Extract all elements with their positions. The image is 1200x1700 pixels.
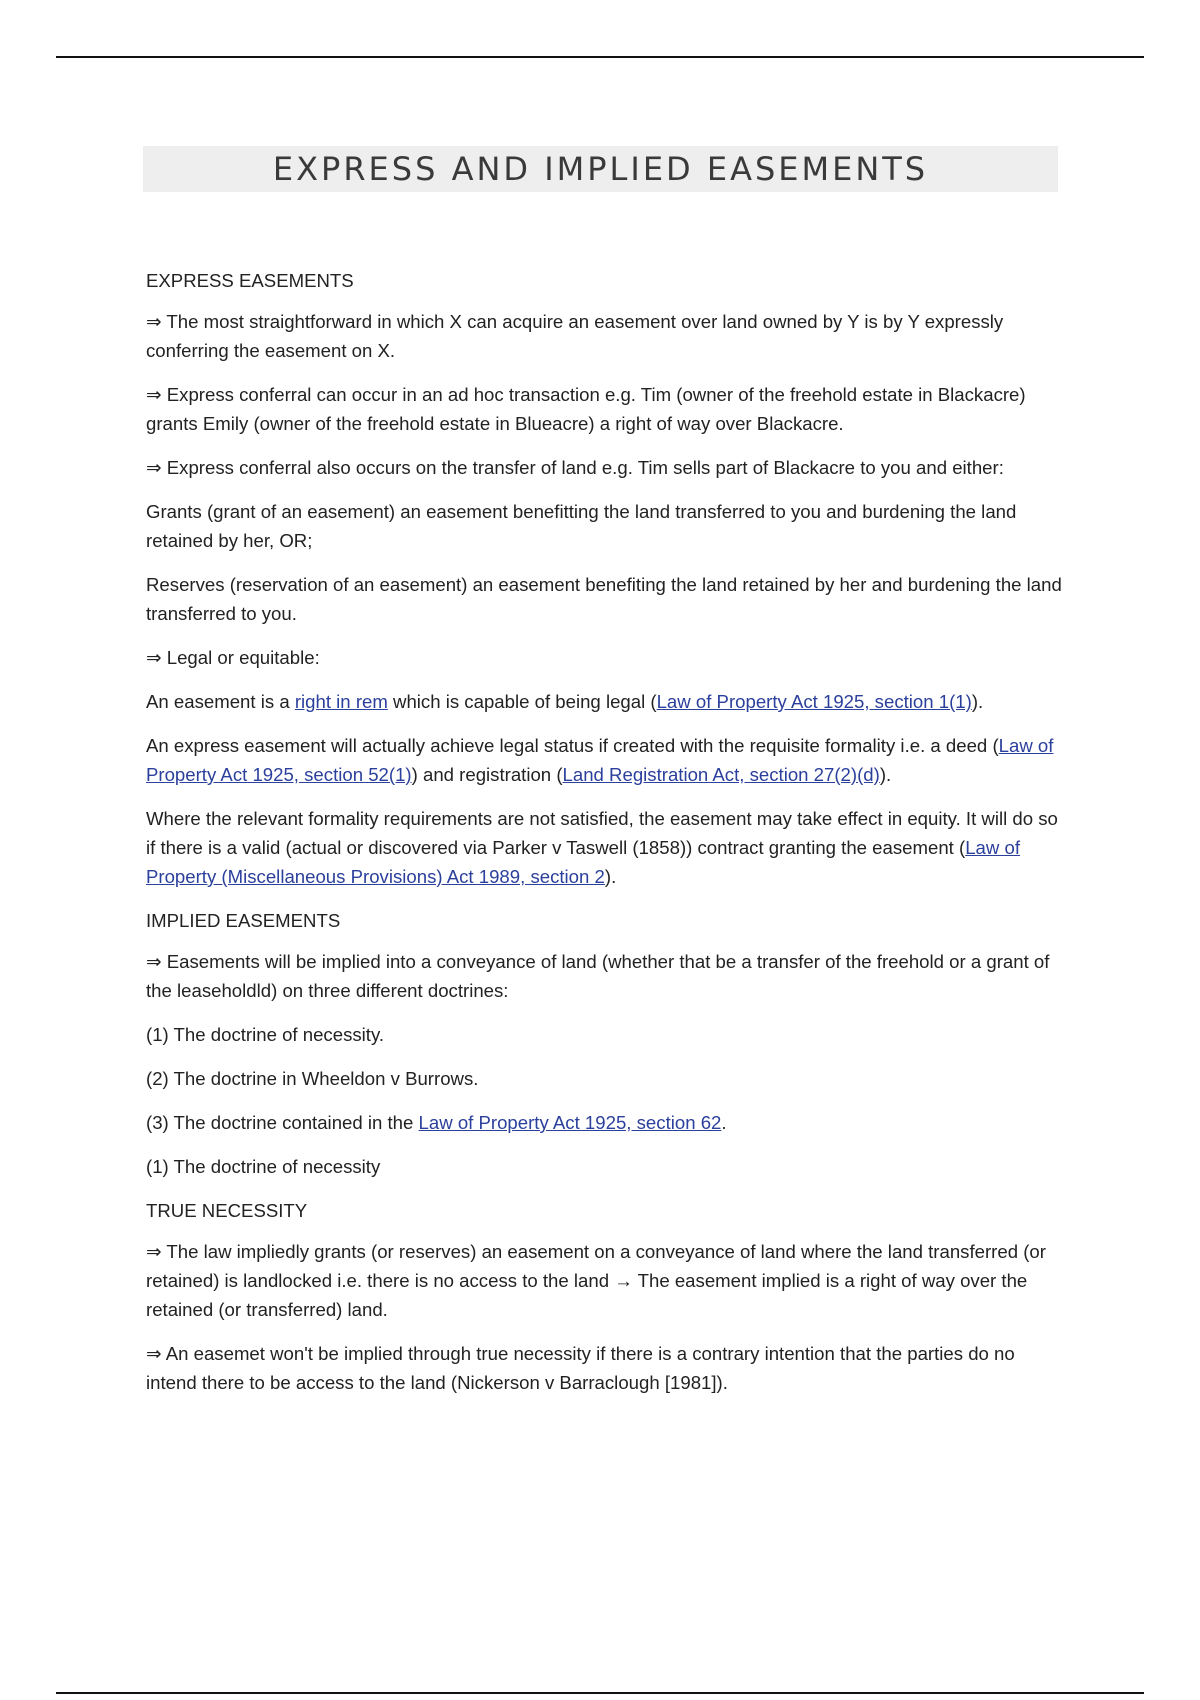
paragraph	[146, 643, 1066, 672]
text-run: (1) The doctrine of necessity.	[146, 1024, 385, 1045]
text-run: ).	[971, 691, 984, 712]
paragraph	[146, 307, 1066, 365]
text-run: ⇒ Express conferral can occur in an ad hoc transaction e.g. Tim (owner of the freehold estate in Blackacre) grants Emily (owner of the freehold estate in Blueacre) a right of way over Blackacre.	[146, 384, 1026, 434]
paragraph	[146, 731, 1066, 789]
document-body	[146, 266, 1066, 1412]
text-run: ⇒ The most straightforward in which X can acquire an easement over land owned by Y is by Y expressly conferring the easement on X.	[146, 311, 1004, 361]
text-run: IMPLIED EASEMENTS	[146, 910, 341, 931]
paragraph	[146, 497, 1066, 555]
text-run: Grants (grant of an easement) an easement benefitting the land transferred to you and burdening the land retained by her, OR;	[146, 501, 1017, 551]
text-run: An express easement will actually achieve legal status if created with the requisite formality i.e. a deed (	[146, 735, 999, 756]
text-run: Where the relevant formality requirements are not satisfied, the easement may take effect in equity. It will do so if there is a valid (actual or discovered via Parker v Taswell (1858)) contract granting the easement (	[146, 808, 1058, 858]
link-lpa-1925-s62[interactable]: Law of Property Act 1925, section 62	[418, 1112, 722, 1133]
paragraph	[146, 1108, 1066, 1137]
text-run: ).	[879, 764, 892, 785]
paragraph	[146, 947, 1066, 1005]
text-run: An easement is a	[146, 691, 295, 712]
paragraph	[146, 380, 1066, 438]
text-run: EXPRESS EASEMENTS	[146, 270, 354, 291]
text-run: ⇒ The law impliedly grants (or reserves) an easement on a conveyance of land where the land transferred (or retained) is landlocked i.e. there is no access to the land → The easement implied is a right of way over the retained (or transferred) land.	[146, 1241, 1046, 1320]
paragraph	[146, 687, 1066, 716]
paragraph	[146, 1237, 1066, 1324]
title-banner	[143, 146, 1058, 192]
text-run: (2) The doctrine in Wheeldon v Burrows.	[146, 1068, 479, 1089]
paragraph	[146, 1020, 1066, 1049]
text-run: ⇒ Legal or equitable:	[146, 647, 320, 668]
paragraph	[146, 1339, 1066, 1397]
link-lra-s27-2-d[interactable]: Land Registration Act, section 27(2)(d)	[562, 764, 880, 785]
text-run: ⇒ An easemet won't be implied through true necessity if there is a contrary intention that the parties do no intend there to be access to the land (Nickerson v Barraclough [1981]).	[146, 1343, 1015, 1393]
text-run: ).	[604, 866, 617, 887]
bottom-rule	[56, 1692, 1144, 1694]
text-run: .	[721, 1112, 727, 1133]
paragraph	[146, 1152, 1066, 1181]
text-run: ⇒ Express conferral also occurs on the transfer of land e.g. Tim sells part of Blackacre to you and either:	[146, 457, 1004, 478]
text-run: (1) The doctrine of necessity	[146, 1156, 381, 1177]
text-run: ⇒ Easements will be implied into a conveyance of land (whether that be a transfer of the freehold or a grant of the leaseholdld) on three different doctrines:	[146, 951, 1050, 1001]
link-right-in-rem[interactable]: right in rem	[294, 691, 388, 712]
paragraph	[146, 453, 1066, 482]
paragraph	[146, 1064, 1066, 1093]
heading-true-necessity	[146, 1196, 1066, 1225]
text-run: ) and registration (	[411, 764, 563, 785]
text-run: (3) The doctrine contained in the	[146, 1112, 419, 1133]
paragraph	[146, 804, 1066, 891]
text-run: which is capable of being legal (	[387, 691, 657, 712]
link-lpa-1925-s1-1[interactable]: Law of Property Act 1925, section 1(1)	[656, 691, 972, 712]
link-lpa-1925-s52-1[interactable]: Law of Property Act 1925, section 52(1)	[146, 735, 1054, 785]
heading-express-easements	[146, 266, 1066, 295]
paragraph	[146, 570, 1066, 628]
text-run: Reserves (reservation of an easement) an easement benefiting the land retained by her and burdening the land transferred to you.	[146, 574, 1062, 624]
top-rule	[56, 56, 1144, 58]
page-title: EXPRESS AND IMPLIED EASEMENTS	[272, 150, 929, 188]
text-run: TRUE NECESSITY	[146, 1200, 308, 1221]
heading-implied-easements	[146, 906, 1066, 935]
link-lpmpa-1989-s2[interactable]: Law of Property (Miscellaneous Provisions) Act 1989, section 2	[146, 837, 1020, 887]
